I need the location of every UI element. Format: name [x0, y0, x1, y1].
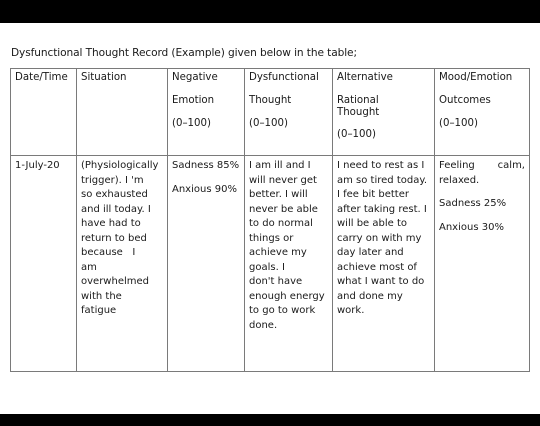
dysfunctional-line: achieve my [249, 247, 307, 258]
header-mood-line-1: Mood/Emotion [439, 72, 513, 83]
header-negative-emotion [168, 69, 245, 156]
header-mood-line-2: Outcomes [439, 95, 491, 107]
situation-line: am [81, 261, 97, 273]
cell-mood-outcomes [435, 156, 530, 372]
header-alternative-line-4: (0–100) [337, 128, 376, 140]
alternative-thought-text: I need to rest as I am so tired today. I fee bit better after taking rest. I will be able to carry on with my day later and achieve most of what I want to do and done my work. [337, 160, 428, 316]
header-dysfunctional-line-2: Thought [249, 95, 292, 107]
table-row [11, 156, 530, 372]
dysfunctional-line: better. I will [249, 189, 308, 200]
situation-line: with the [81, 290, 122, 302]
dysfunctional-line: to do normal [249, 218, 313, 229]
header-date-time [11, 69, 77, 156]
header-negative-line-2: Emotion [172, 95, 215, 107]
dysfunctional-line: never be able [249, 203, 318, 215]
situation-line: overwhelmed [81, 276, 149, 287]
header-alternative-line-1: Alternative [337, 72, 393, 83]
header-mood-line-3: (0–100) [439, 118, 478, 130]
top-black-bar [0, 0, 540, 23]
header-negative-line-3: (0–100) [172, 118, 211, 130]
dysfunctional-line: things or [249, 232, 294, 244]
header-alternative-line-2: Rational [337, 95, 379, 107]
mood-outcome-item: Sadness 25% [439, 198, 507, 209]
header-mood-outcomes [435, 69, 530, 156]
situation-line: return to bed [81, 232, 147, 244]
header-dysfunctional-line-1: Dysfunctional [249, 72, 319, 83]
dysfunctional-line: enough energy [249, 290, 325, 302]
negative-emotion-item: Sadness 85% [172, 160, 240, 171]
header-dysfunctional-thought [245, 69, 333, 156]
thought-record-table [10, 68, 530, 372]
cell-negative-emotion [168, 156, 245, 372]
header-alternative-thought [333, 69, 435, 156]
header-situation [77, 69, 168, 156]
cell-date [11, 156, 77, 372]
situation-line: because I [81, 247, 136, 258]
situation-line: (Physiologically [81, 160, 159, 171]
dysfunctional-line: I am ill and I [249, 160, 311, 171]
situation-line: and ill today. I [81, 203, 151, 215]
dysfunctional-line: to go to work [249, 305, 316, 316]
negative-emotion-item: Anxious 90% [172, 183, 237, 195]
mood-outcome-item: Feeling calm, relaxed. [439, 160, 525, 186]
dysfunctional-line: goals. I [249, 261, 285, 273]
header-alternative-line-3: Thought [337, 107, 380, 119]
date-value: 1-July-20 [15, 160, 60, 171]
situation-line: have had to [81, 218, 141, 229]
cell-alternative-thought [333, 156, 435, 372]
header-row [11, 69, 530, 156]
bottom-black-bar [0, 414, 540, 426]
situation-line: so exhausted [81, 189, 148, 200]
header-negative-line-1: Negative [172, 72, 218, 83]
header-date-time-label: Date/Time [15, 72, 68, 83]
header-dysfunctional-line-3: (0–100) [249, 118, 288, 130]
dysfunctional-line: will never get [249, 174, 317, 186]
mood-outcome-item: Anxious 30% [439, 221, 504, 233]
dysfunctional-line: don't have [249, 276, 303, 287]
document-title: Dysfunctional Thought Record (Example) given below in the table; [11, 47, 357, 59]
dysfunctional-line: done. [249, 319, 278, 331]
cell-situation [77, 156, 168, 372]
header-situation-label: Situation [81, 72, 127, 83]
situation-line: trigger). I 'm [81, 174, 144, 186]
cell-dysfunctional-thought [245, 156, 333, 372]
situation-line: fatigue [81, 305, 117, 316]
